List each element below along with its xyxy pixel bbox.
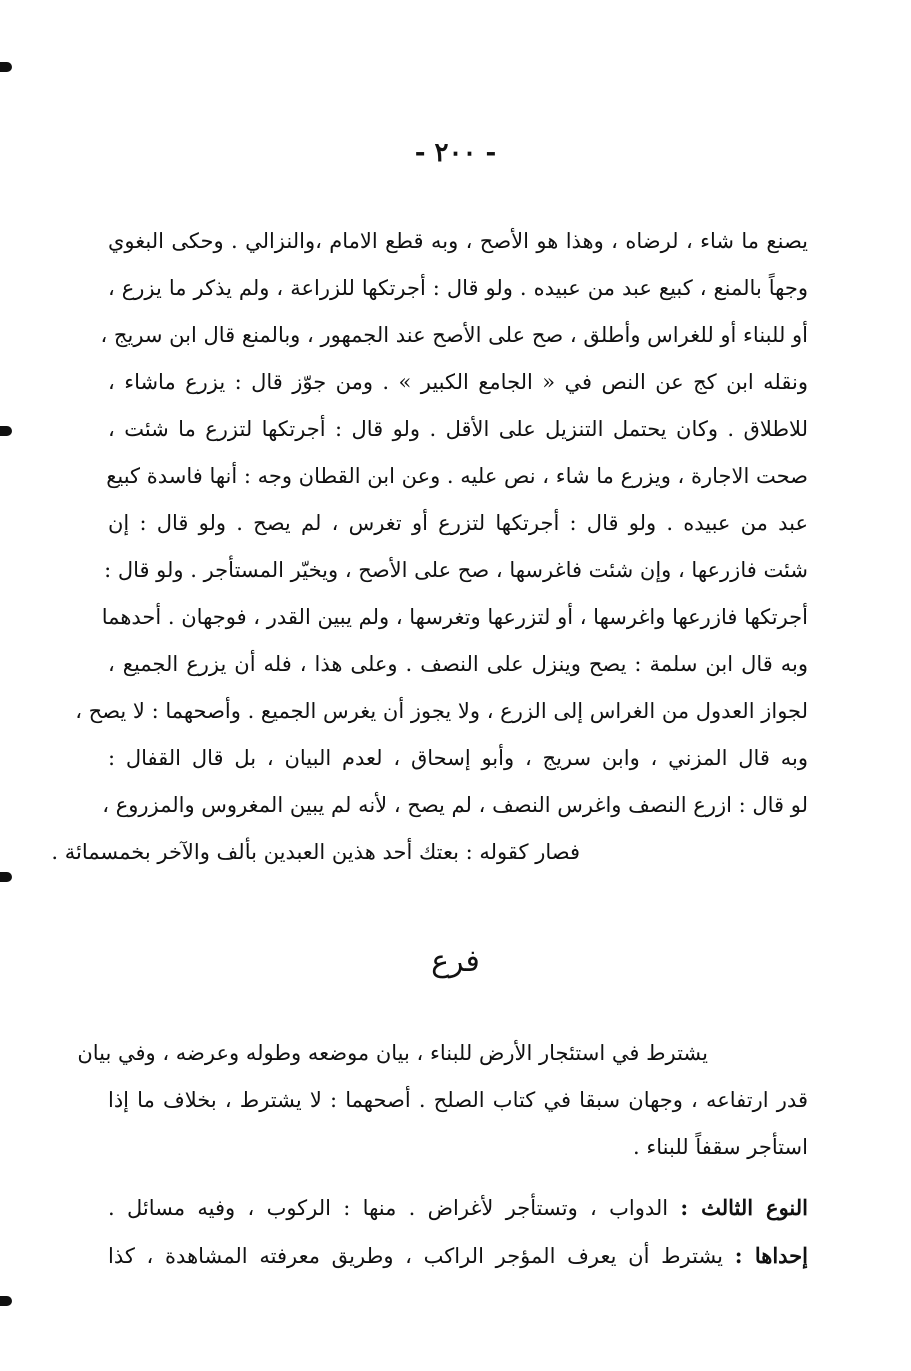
text-line: ونقله ابن كج عن النص في « الجامع الكبير » . ومن جوّز قال : يزرع ماشاء ، bbox=[108, 370, 808, 394]
text-line: يشترط في استئجار الأرض للبناء ، بيان موضعه وطوله وعرضه ، وفي بيان bbox=[77, 1041, 708, 1065]
scan-edge-mark bbox=[0, 872, 12, 882]
text-line: أو للبناء أو للغراس وأطلق ، صح على الأصح عند الجمهور ، وبالمنع قال ابن سريج ، bbox=[100, 323, 808, 347]
line-text: الدواب ، وتستأجر لأغراض . منها : الركوب ، وفيه مسائل . bbox=[108, 1196, 669, 1220]
text-line: عبد من عبيده . ولو قال : أجرتكها لتزرع أو تغرس ، لم يصح . ولو قال : إن bbox=[108, 511, 808, 535]
text-line: لجواز العدول من الغراس إلى الزرع ، ولا يجوز أن يغرس الجميع . وأصحهما : لا يصح ، bbox=[75, 699, 808, 723]
text-line bbox=[108, 1232, 808, 1280]
text-line: وبه قال ابن سلمة : يصح وينزل على النصف . وعلى هذا ، فله أن يزرع الجميع ، bbox=[108, 652, 808, 676]
line-text: يشترط أن يعرف المؤجر الراكب ، وطريق معرفته المشاهدة ، كذا bbox=[108, 1244, 724, 1268]
text-line: فصار كقوله : بعتك أحد هذين العبدين بألف والآخر بخمسمائة . bbox=[51, 840, 580, 864]
text-line: شئت فازرعها ، وإن شئت فاغرسها ، صح على الأصح ، ويخيّر المستأجر . ولو قال : bbox=[104, 558, 808, 582]
paragraph-branch bbox=[77, 1030, 808, 1171]
paragraph-main bbox=[51, 218, 808, 876]
text-line: يصنع ما شاء ، لرضاه ، وهذا هو الأصح ، وبه قطع الامام ،والنزالي . وحكى البغوي bbox=[108, 229, 808, 253]
term-label: النوع الثالث : bbox=[680, 1195, 808, 1220]
scan-edge-mark bbox=[0, 1296, 12, 1306]
text-line: أجرتكها فازرعها واغرسها ، أو لتزرعها وتغرسها ، ولم يبين القدر ، فوجهان . أحدهما bbox=[101, 605, 808, 629]
section-heading: فرع bbox=[431, 944, 480, 979]
paragraph-third-type bbox=[108, 1184, 808, 1280]
text-line: للاطلاق . وكان يحتمل التنزيل على الأقل . ولو قال : أجرتكها لتزرع ما شئت ، bbox=[108, 417, 808, 441]
term-label: إحداها : bbox=[734, 1243, 808, 1268]
text-line bbox=[108, 1184, 808, 1232]
page-number: - ٢٠٠ - bbox=[414, 138, 497, 168]
text-line: صحت الاجارة ، ويزرع ما شاء ، نص عليه . وعن ابن القطان وجه : أنها فاسدة كبيع bbox=[106, 464, 808, 488]
text-line: وبه قال المزني ، وابن سريج ، وأبو إسحاق ، لعدم البيان ، بل قال القفال : bbox=[108, 746, 808, 770]
scan-edge-mark bbox=[0, 426, 12, 436]
scan-edge-mark bbox=[0, 62, 12, 72]
text-line: لو قال : ازرع النصف واغرس النصف ، لم يصح ، لأنه لم يبين المغروس والمزروع ، bbox=[102, 793, 808, 817]
text-line: استأجر سقفاً للبناء . bbox=[633, 1135, 808, 1159]
text-line: قدر ارتفاعه ، وجهان سبقا في كتاب الصلح . أصحهما : لا يشترط ، بخلاف ما إذا bbox=[108, 1088, 808, 1112]
text-line: وجهاً بالمنع ، كبيع عبد من عبيده . ولو قال : أجرتكها للزراعة ، ولم يذكر ما يزرع ، bbox=[108, 276, 808, 300]
